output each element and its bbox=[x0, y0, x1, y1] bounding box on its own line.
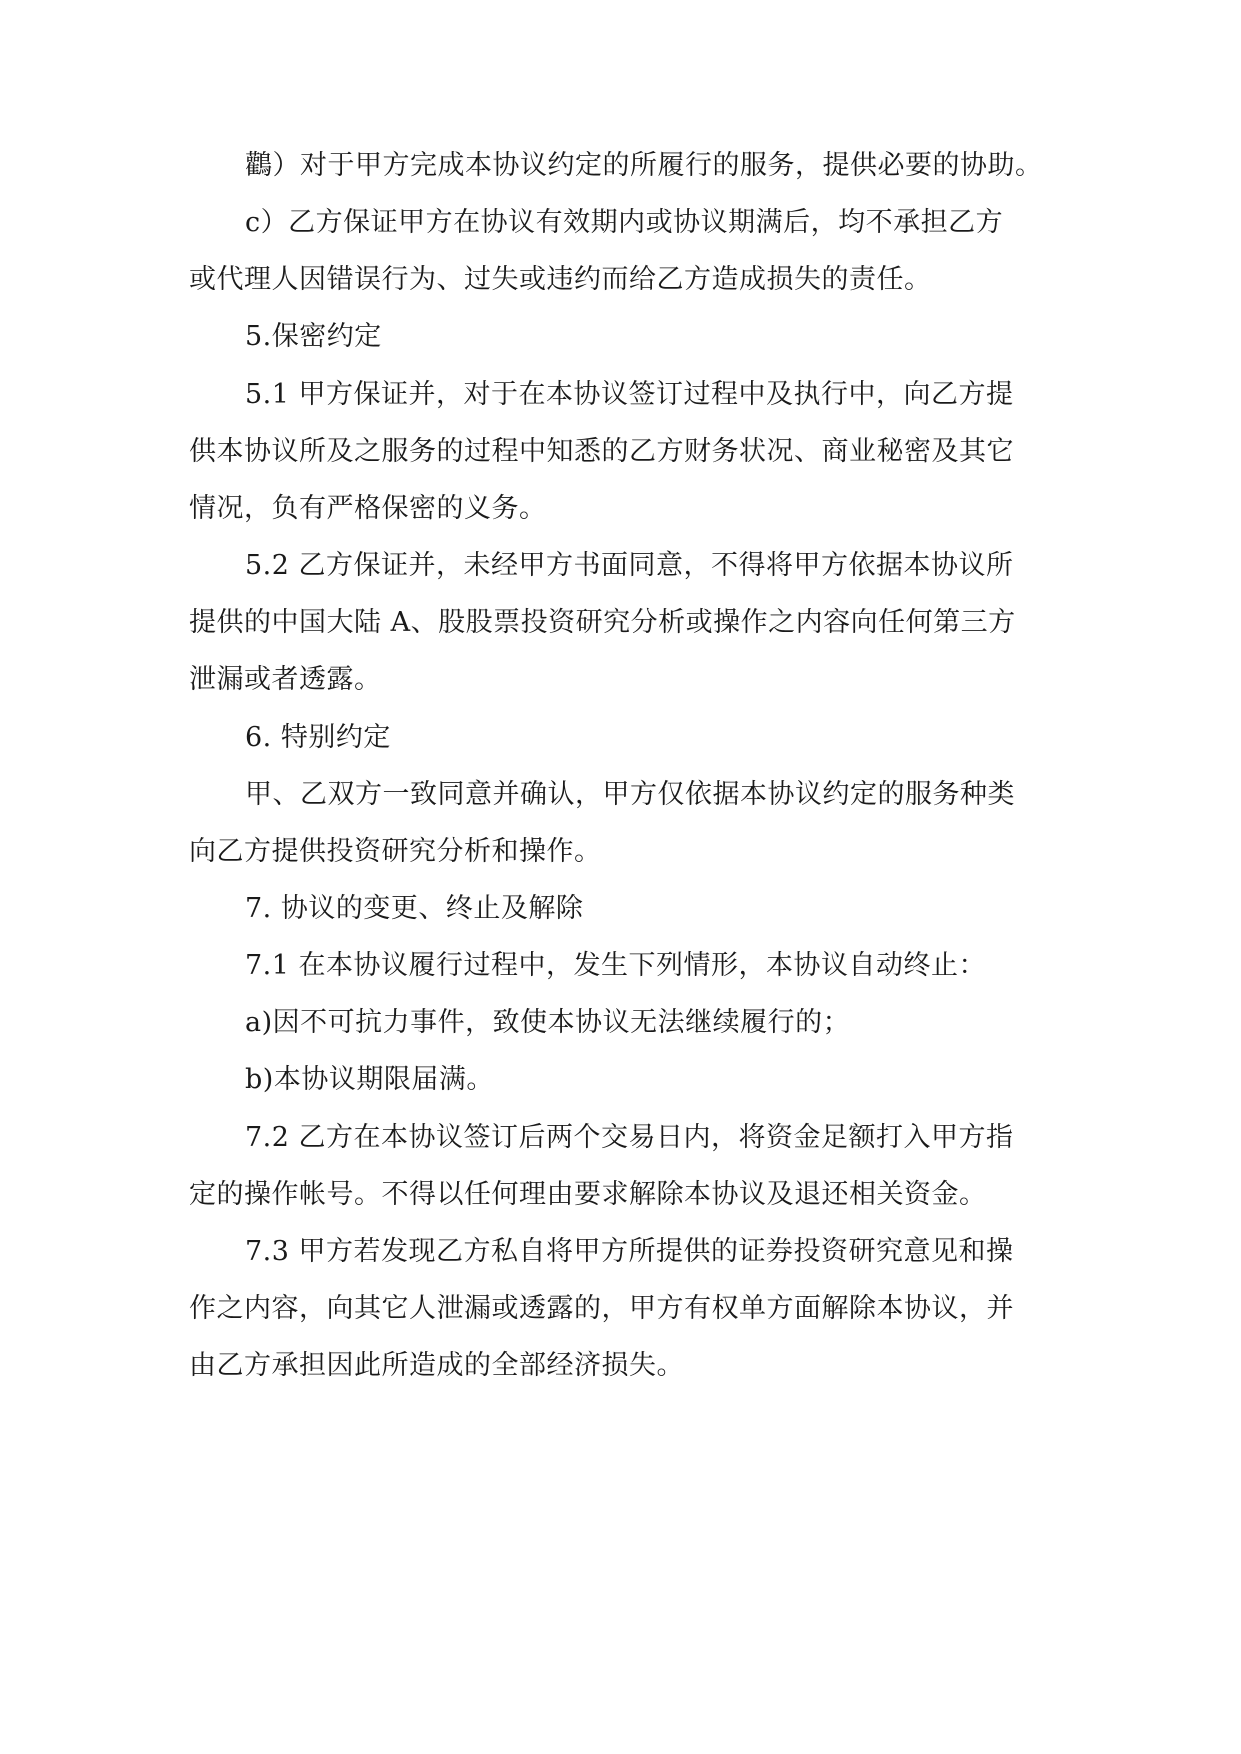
text-line: 7.2 乙方在本协议签订后两个交易日内，将资金足额打入甲方指 bbox=[245, 1122, 1014, 1153]
text-line: 鸛）对于甲方完成本协议约定的所履行的服务，提供必要的协助。 bbox=[245, 150, 1043, 181]
text-line: a)因不可抗力事件，致使本协议无法继续履行的； bbox=[245, 1007, 851, 1038]
section-heading: 6. 特别约定 bbox=[245, 722, 391, 753]
text-line: 甲、乙双方一致同意并确认，甲方仅依据本协议约定的服务种类 bbox=[245, 779, 1015, 810]
text-line: 泄漏或者透露。 bbox=[189, 664, 382, 695]
section-heading: 7. 协议的变更、终止及解除 bbox=[245, 893, 584, 924]
text-line: 提供的中国大陆 A、股股票投资研究分析或操作之内容向任何第三方 bbox=[189, 607, 1016, 638]
section-heading: 5.保密约定 bbox=[245, 321, 382, 352]
text-line: b)本协议期限届满。 bbox=[245, 1064, 494, 1095]
text-line: 由乙方承担因此所造成的全部经济损失。 bbox=[189, 1350, 684, 1381]
text-line: c）乙方保证甲方在协议有效期内或协议期满后，均不承担乙方 bbox=[245, 207, 1004, 238]
text-line: 5.2 乙方保证并，未经甲方书面同意，不得将甲方依据本协议所 bbox=[245, 550, 1014, 581]
text-line: 定的操作帐号。不得以任何理由要求解除本协议及退还相关资金。 bbox=[189, 1179, 987, 1210]
text-line: 5.1 甲方保证并，对于在本协议签订过程中及执行中，向乙方提 bbox=[245, 379, 1014, 410]
text-line: 或代理人因错误行为、过失或违约而给乙方造成损失的责任。 bbox=[189, 264, 932, 295]
text-line: 向乙方提供投资研究分析和操作。 bbox=[189, 836, 602, 867]
text-line: 供本协议所及之服务的过程中知悉的乙方财务状况、商业秘密及其它 bbox=[189, 436, 1014, 467]
text-line: 7.3 甲方若发现乙方私自将甲方所提供的证券投资研究意见和操 bbox=[245, 1236, 1014, 1267]
text-line: 7.1 在本协议履行过程中，发生下列情形，本协议自动终止： bbox=[245, 950, 987, 981]
text-line: 情况，负有严格保密的义务。 bbox=[189, 493, 547, 524]
text-line: 作之内容，向其它人泄漏或透露的，甲方有权单方面解除本协议，并 bbox=[189, 1293, 1014, 1324]
